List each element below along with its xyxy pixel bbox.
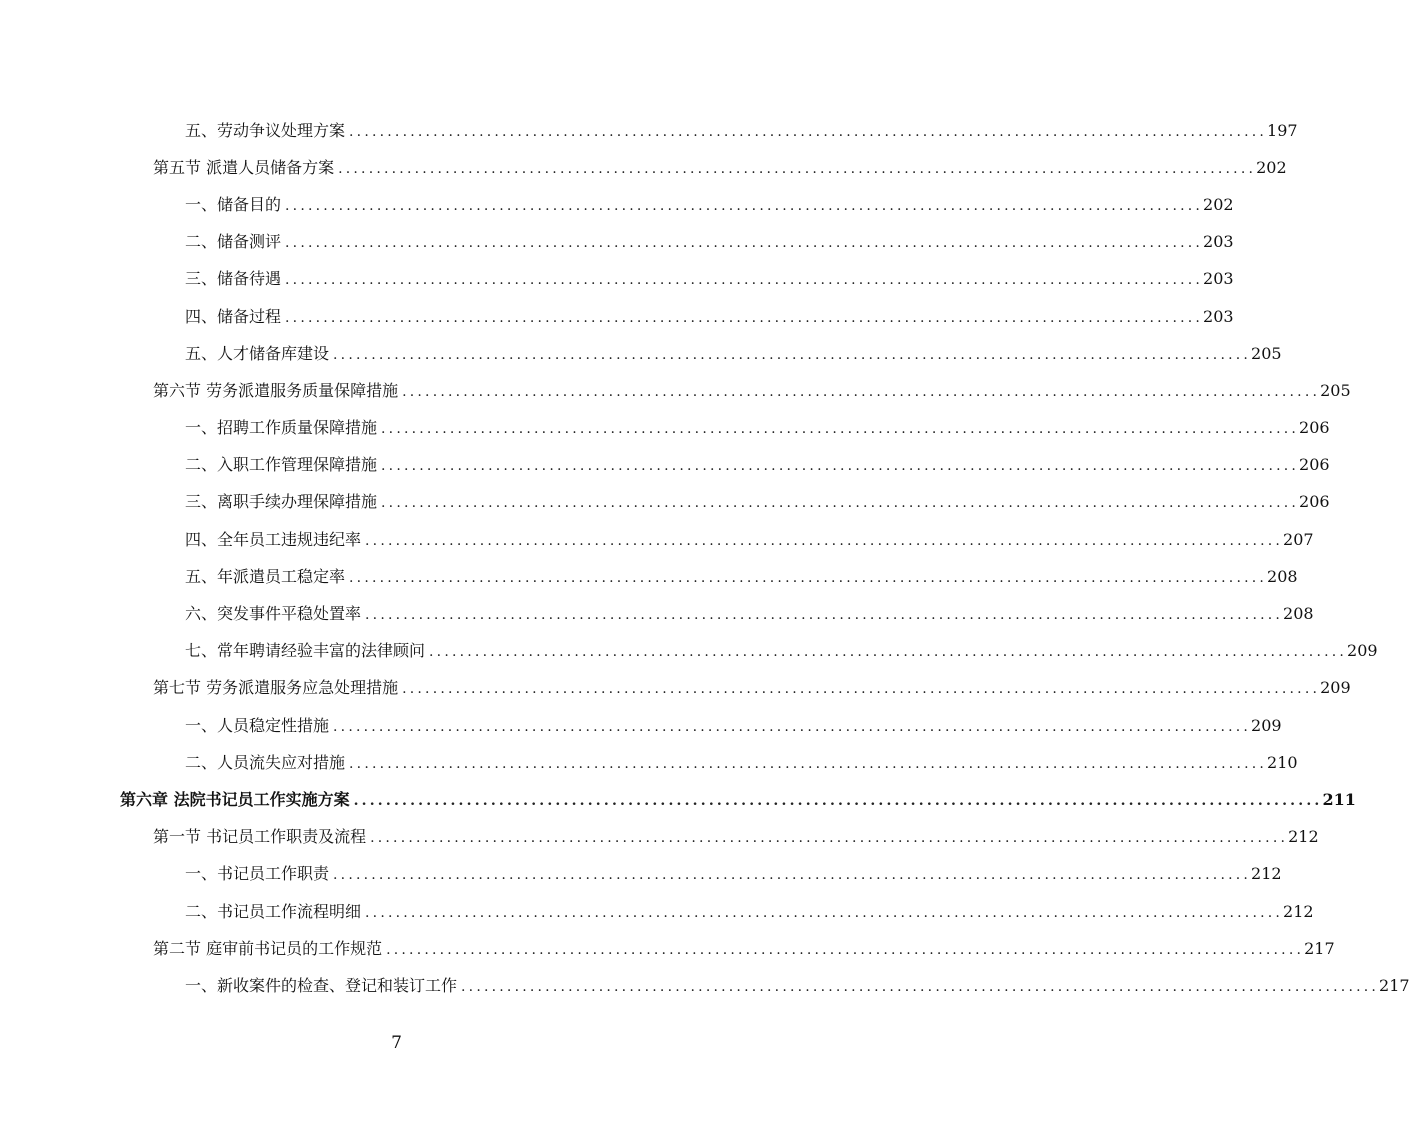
toc-entry-page: 197	[1267, 120, 1298, 140]
toc-entry-title: 第六章 法院书记员工作实施方案	[120, 789, 350, 809]
toc-dot-leader: ........................................................................................................................	[353, 792, 1323, 809]
toc-item-row[interactable]	[0, 967, 1410, 1004]
toc-entry-title: 第七节 劳务派遣服务应急处理措施	[153, 678, 399, 698]
toc-section-row[interactable]	[0, 930, 1335, 967]
toc-entry-title: 一、新收案件的检查、登记和装订工作	[185, 975, 458, 995]
toc-entry-title: 六、突发事件平稳处置率	[185, 604, 362, 624]
toc-item-row[interactable]	[0, 224, 1234, 261]
toc-entry-title: 四、全年员工违规违纪率	[185, 529, 362, 549]
toc-entry-page: 212	[1251, 864, 1282, 884]
toc-item-row[interactable]	[0, 484, 1330, 521]
toc-entry-page: 210	[1267, 752, 1298, 772]
toc-dot-leader: ........................................................................................................................	[381, 458, 1300, 475]
toc-item-row[interactable]	[0, 595, 1314, 632]
toc-entry-title: 五、人才储备库建设	[185, 343, 330, 363]
toc-entry-title: 二、人员流失应对措施	[185, 752, 346, 772]
toc-entry-page: 217	[1379, 975, 1410, 995]
toc-dot-leader: ........................................................................................................................	[461, 978, 1380, 995]
table-of-contents	[0, 112, 1410, 1005]
toc-item-row[interactable]	[0, 335, 1282, 372]
toc-dot-leader: ........................................................................................................................	[381, 421, 1300, 438]
toc-entry-page: 209	[1320, 678, 1351, 698]
toc-entry-title: 二、书记员工作流程明细	[185, 901, 362, 921]
toc-entry-title: 二、入职工作管理保障措施	[185, 455, 378, 475]
toc-dot-leader: ........................................................................................................................	[386, 941, 1305, 958]
toc-dot-leader: ........................................................................................................................	[365, 532, 1284, 549]
toc-dot-leader: ........................................................................................................................	[365, 904, 1284, 921]
toc-dot-leader: ........................................................................................................................	[365, 607, 1284, 624]
toc-item-row[interactable]	[0, 893, 1314, 930]
toc-item-row[interactable]	[0, 447, 1330, 484]
toc-entry-title: 七、常年聘请经验丰富的法律顾问	[185, 641, 426, 661]
toc-dot-leader: ........................................................................................................................	[285, 272, 1204, 289]
toc-entry-page: 206	[1299, 418, 1330, 438]
toc-entry-title: 五、劳动争议处理方案	[185, 120, 346, 140]
toc-entry-page: 212	[1283, 901, 1314, 921]
toc-entry-page: 203	[1203, 306, 1234, 326]
toc-dot-leader: ........................................................................................................................	[349, 123, 1268, 140]
toc-entry-title: 三、储备待遇	[185, 269, 282, 289]
toc-entry-title: 五、年派遣员工稳定率	[185, 566, 346, 586]
toc-dot-leader: ........................................................................................................................	[285, 235, 1204, 252]
toc-section-row[interactable]	[0, 372, 1351, 409]
toc-entry-title: 一、书记员工作职责	[185, 864, 330, 884]
toc-entry-page: 217	[1304, 938, 1335, 958]
toc-entry-page: 205	[1251, 343, 1282, 363]
toc-dot-leader: ........................................................................................................................	[381, 495, 1300, 512]
toc-entry-title: 一、人员稳定性措施	[185, 715, 330, 735]
toc-dot-leader: ........................................................................................................................	[338, 160, 1257, 177]
toc-entry-page: 203	[1203, 232, 1234, 252]
toc-dot-leader: ........................................................................................................................	[333, 346, 1252, 363]
toc-entry-page: 202	[1256, 157, 1287, 177]
toc-item-row[interactable]	[0, 558, 1298, 595]
toc-item-row[interactable]	[0, 633, 1378, 670]
toc-section-row[interactable]	[0, 670, 1351, 707]
toc-item-row[interactable]	[0, 744, 1298, 781]
toc-dot-leader: ........................................................................................................................	[402, 681, 1321, 698]
toc-entry-title: 三、离职手续办理保障措施	[185, 492, 378, 512]
toc-entry-page: 212	[1288, 827, 1319, 847]
toc-item-row[interactable]	[0, 186, 1234, 223]
toc-item-row[interactable]	[0, 856, 1282, 893]
toc-section-row[interactable]	[0, 149, 1287, 186]
toc-entry-page: 206	[1299, 455, 1330, 475]
toc-entry-page: 206	[1299, 492, 1330, 512]
toc-dot-leader: ........................................................................................................................	[333, 867, 1252, 884]
toc-dot-leader: ........................................................................................................................	[370, 830, 1289, 847]
toc-entry-page: 203	[1203, 269, 1234, 289]
toc-item-row[interactable]	[0, 521, 1314, 558]
toc-entry-title: 一、招聘工作质量保障措施	[185, 418, 378, 438]
toc-item-row[interactable]	[0, 410, 1330, 447]
toc-entry-page: 207	[1283, 529, 1314, 549]
page-number: 7	[391, 1033, 402, 1053]
toc-chapter-row[interactable]	[0, 781, 1356, 818]
toc-entry-page: 208	[1283, 604, 1314, 624]
toc-entry-title: 二、储备测评	[185, 232, 282, 252]
toc-item-row[interactable]	[0, 707, 1282, 744]
toc-dot-leader: ........................................................................................................................	[333, 718, 1252, 735]
toc-entry-page: 208	[1267, 566, 1298, 586]
toc-dot-leader: ........................................................................................................................	[349, 755, 1268, 772]
toc-entry-title: 四、储备过程	[185, 306, 282, 326]
toc-entry-page: 209	[1251, 715, 1282, 735]
toc-dot-leader: ........................................................................................................................	[429, 644, 1348, 661]
toc-entry-title: 第六节 劳务派遣服务质量保障措施	[153, 380, 399, 400]
toc-entry-page: 202	[1203, 194, 1234, 214]
toc-dot-leader: ........................................................................................................................	[285, 197, 1204, 214]
toc-dot-leader: ........................................................................................................................	[349, 569, 1268, 586]
toc-entry-title: 第二节 庭审前书记员的工作规范	[153, 938, 383, 958]
toc-section-row[interactable]	[0, 819, 1319, 856]
toc-dot-leader: ........................................................................................................................	[402, 383, 1321, 400]
toc-entry-title: 第五节 派遣人员储备方案	[153, 157, 335, 177]
toc-item-row[interactable]	[0, 112, 1298, 149]
toc-entry-title: 第一节 书记员工作职责及流程	[153, 827, 367, 847]
toc-entry-page: 209	[1347, 641, 1378, 661]
toc-item-row[interactable]	[0, 261, 1234, 298]
toc-entry-title: 一、储备目的	[185, 194, 282, 214]
toc-entry-page: 211	[1322, 789, 1356, 809]
toc-dot-leader: ........................................................................................................................	[285, 309, 1204, 326]
toc-item-row[interactable]	[0, 298, 1234, 335]
toc-entry-page: 205	[1320, 380, 1351, 400]
